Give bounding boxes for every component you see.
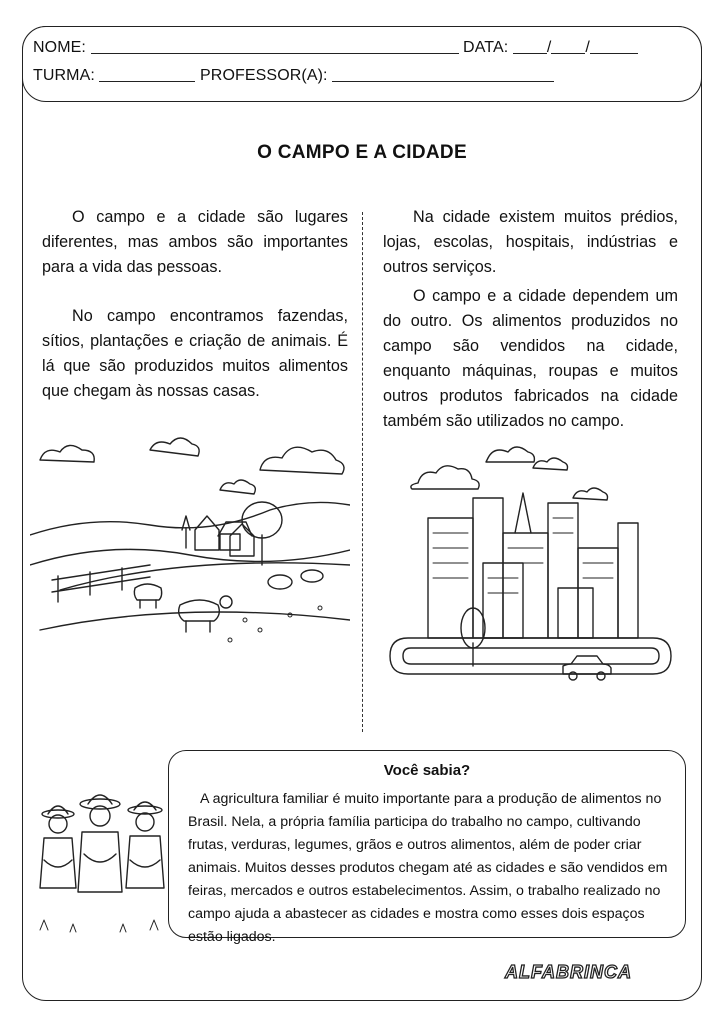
pig-icon [268,570,323,589]
data-label: DATA: [463,39,509,56]
farmer-icon [40,806,76,888]
farmer-icon [126,802,164,888]
header-line-1 [33,37,638,57]
nome-field[interactable] [91,37,459,54]
column-divider [362,212,363,732]
professor-field[interactable] [332,65,554,82]
turma-label: TURMA: [33,67,95,84]
right-paragraph-1: Na cidade existem muitos prédios, lojas, escolas, hospitais, indústrias e outros serviços. [383,208,678,276]
right-paragraph-2: O campo e a cidade dependem um do outro. Os alimentos produzidos no campo são vendidos na cidade, enquanto máquinas, roupas e muitos outros produtos fabricados na cidade também são utilizados no campo. [383,287,678,430]
brand-logo: ALFABRINCA [505,962,632,982]
page-title: O CAMPO E A CIDADE [257,142,467,163]
voce-sabia-title: Você sabia? [383,762,471,779]
cloud-icon [411,447,608,500]
left-paragraph-2: No campo encontramos fazendas, sítios, plantações e criação de animais. É lá que são produzidos muitos alimentos que chegam às nossas casas. [42,307,348,400]
house-icon [182,516,254,556]
cloud-icon [40,438,344,494]
city-skyline-illustration [383,438,683,688]
voce-sabia-paragraph: A agricultura familiar é muito importante para a produção de alimentos no Brasil. Nela, a própria família participa do trabalho no campo, cultivando frutas, verduras, legumes, grãos e outros alimentos, além de poder criar animais. Muitos desses produtos chegam até as cidades e são vendidos em feiras, mercados e outros estabelecimentos. Assim, o trabalho realizado no campo ajuda a abastecer as cidades e mostra como esses dois espaços estão ligados. [188,791,668,945]
building-icon [428,493,638,638]
data-year-field[interactable] [590,37,638,54]
left-column-text [42,205,348,404]
professor-label: PROFESSOR(A): [200,67,328,84]
nome-label: NOME: [33,39,86,56]
farm-landscape-illustration [30,430,350,660]
road-icon [390,638,671,674]
header-line-2 [33,65,554,85]
farmer-icon [78,795,122,892]
data-month-field[interactable] [551,37,585,54]
grass-icon [40,920,158,932]
family-farmers-illustration [30,780,170,950]
date-slash-1: / [546,39,552,56]
cow-icon [134,584,232,632]
left-paragraph-1: O campo e a cidade são lugares diferentes, mas ambos são importantes para a vida das pessoas. [42,208,348,276]
data-day-field[interactable] [513,37,547,54]
right-column-text [383,205,678,434]
voce-sabia-text [188,788,680,949]
header-box [22,26,702,102]
car-icon [563,656,611,680]
turma-field[interactable] [99,65,195,82]
flower-icon [228,606,322,642]
date-slash-2: / [585,39,590,56]
